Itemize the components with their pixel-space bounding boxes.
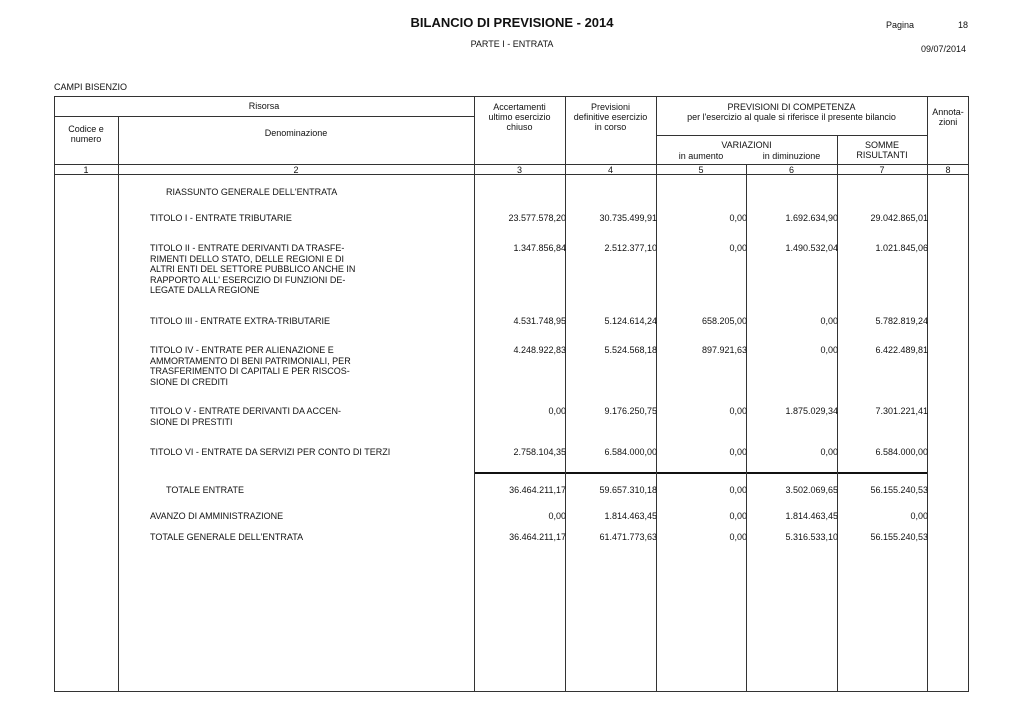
row-accertamenti: 2.758.104,35: [513, 447, 566, 457]
row-label: TITOLO IV - ENTRATE PER ALIENAZIONE E AMMORTAMENTO DI BENI PATRIMONIALI, PER TRASFERIMENTO DI CAPITALI E PER RISCOS- SIONE DI CREDITI: [150, 345, 351, 387]
page-number: 18: [958, 20, 969, 30]
row-in-diminuzione: 1.692.634,90: [785, 213, 838, 223]
header-accertamenti: Accertamenti ultimo esercizio chiuso: [488, 102, 551, 132]
header-in-diminuzione: in diminuzione: [762, 151, 821, 161]
document-title: BILANCIO DI PREVISIONE - 2014: [410, 15, 614, 30]
grid-line: [656, 135, 927, 136]
row-in-diminuzione: 0,00: [820, 345, 838, 355]
grid-line: [474, 96, 475, 692]
row-accertamenti: 4.531.748,95: [513, 316, 566, 326]
row-in-diminuzione: 1.490.532,04: [785, 243, 838, 253]
avanzo-accertamenti: 0,00: [548, 511, 566, 521]
row-label: TITOLO I - ENTRATE TRIBUTARIE: [150, 213, 292, 223]
row-in-diminuzione: 0,00: [820, 447, 838, 457]
row-accertamenti: 0,00: [548, 406, 566, 416]
column-number: 1: [83, 165, 89, 175]
row-somme: 1.021.845,06: [875, 243, 928, 253]
column-number: 3: [516, 165, 522, 175]
row-somme: 6.584.000,00: [875, 447, 928, 457]
row-somme: 6.422.489,81: [875, 345, 928, 355]
row-previsioni: 5.524.568,18: [604, 345, 657, 355]
page-label: Pagina: [886, 20, 915, 30]
row-somme: 5.782.819,24: [875, 316, 928, 326]
row-in-aumento: 0,00: [729, 447, 747, 457]
section-title: RIASSUNTO GENERALE DELL'ENTRATA: [166, 187, 338, 197]
row-in-diminuzione: 0,00: [820, 316, 838, 326]
column-number: 6: [788, 165, 794, 175]
avanzo-label: AVANZO DI AMMINISTRAZIONE: [150, 511, 284, 521]
header-risorsa: Risorsa: [248, 101, 280, 111]
column-number: 7: [879, 165, 885, 175]
row-in-diminuzione: 1.875.029,34: [785, 406, 838, 416]
row-previsioni: 5.124.614,24: [604, 316, 657, 326]
grand-total-in-aumento: 0,00: [729, 532, 747, 542]
avanzo-previsioni: 1.814.463,45: [604, 511, 657, 521]
grid-line: [118, 116, 119, 692]
row-label: TITOLO III - ENTRATE EXTRA-TRIBUTARIE: [150, 316, 331, 326]
grid-line: [565, 96, 566, 692]
total-previsioni: 59.657.310,18: [599, 485, 657, 495]
total-accertamenti: 36.464.211,17: [509, 485, 566, 495]
grid-line: [927, 96, 928, 692]
grand-total-previsioni: 61.471.773,63: [599, 532, 657, 542]
column-number: 5: [698, 165, 704, 175]
row-in-aumento: 897.921,63: [701, 345, 747, 355]
header-previsioni-definitive: Previsioni definitive esercizio in corso: [573, 102, 648, 132]
row-somme: 29.042.865,01: [870, 213, 928, 223]
grid-line: [656, 96, 657, 692]
header-annotazioni: Annota- zioni: [932, 107, 964, 127]
avanzo-in-diminuzione: 1.814.463,45: [785, 511, 838, 521]
total-label: TOTALE ENTRATE: [166, 485, 245, 495]
header-in-aumento: in aumento: [678, 151, 724, 161]
grid-line: [54, 116, 474, 117]
row-previsioni: 9.176.250,75: [604, 406, 657, 416]
header-variazioni: VARIAZIONI: [721, 140, 772, 150]
row-in-aumento: 0,00: [729, 243, 747, 253]
header-previsioni-sub: per l'esercizio al quale si riferisce il presente bilancio: [687, 112, 896, 122]
column-number: 2: [293, 165, 299, 175]
grand-total-label: TOTALE GENERALE DELL'ENTRATA: [150, 532, 304, 542]
header-denominazione: Denominazione: [264, 128, 328, 138]
row-in-aumento: 0,00: [729, 213, 747, 223]
header-somme-risultanti: SOMME RISULTANTI: [856, 140, 908, 160]
grand-total-accertamenti: 36.464.211,17: [509, 532, 566, 542]
row-label: TITOLO II - ENTRATE DERIVANTI DA TRASFE- RIMENTI DELLO STATO, DELLE REGIONI E DI ALTRI ENTI DEL SETTORE PUBBLICO ANCHE IN RAPPORTO ALL' ESERCIZIO DI FUNZIONI DE- LEGATE DALLA REGIONE: [150, 243, 356, 295]
row-in-aumento: 0,00: [729, 406, 747, 416]
row-in-aumento: 658.205,00: [701, 316, 747, 326]
entity-name: CAMPI BISENZIO: [54, 82, 128, 92]
total-in-aumento: 0,00: [729, 485, 747, 495]
row-previsioni: 6.584.000,00: [604, 447, 657, 457]
avanzo-somme: 0,00: [910, 511, 928, 521]
total-somme: 56.155.240,53: [870, 485, 928, 495]
grand-total-somme: 56.155.240,53: [870, 532, 928, 542]
row-previsioni: 30.735.499,91: [599, 213, 657, 223]
document-date: 09/07/2014: [921, 44, 967, 54]
document-subtitle: PARTE I - ENTRATA: [470, 39, 554, 49]
row-accertamenti: 1.347.856,84: [513, 243, 566, 253]
row-label: TITOLO VI - ENTRATE DA SERVIZI PER CONTO DI TERZI: [150, 447, 391, 457]
row-previsioni: 2.512.377,10: [604, 243, 657, 253]
row-accertamenti: 4.248.922,83: [513, 345, 566, 355]
column-number: 4: [607, 165, 613, 175]
totals-separator: [474, 472, 927, 474]
row-somme: 7.301.221,41: [875, 406, 928, 416]
row-label: TITOLO V - ENTRATE DERIVANTI DA ACCEN- SIONE DI PRESTITI: [150, 406, 342, 427]
header-previsioni-competenza: PREVISIONI DI COMPETENZA: [727, 102, 856, 112]
row-accertamenti: 23.577.578,20: [508, 213, 566, 223]
budget-table: [54, 96, 969, 692]
grand-total-in-diminuzione: 5.316.533,10: [785, 532, 838, 542]
column-number: 8: [945, 165, 951, 175]
header-codice: Codice e numero: [68, 124, 104, 144]
total-in-diminuzione: 3.502.069,65: [785, 485, 838, 495]
avanzo-in-aumento: 0,00: [729, 511, 747, 521]
